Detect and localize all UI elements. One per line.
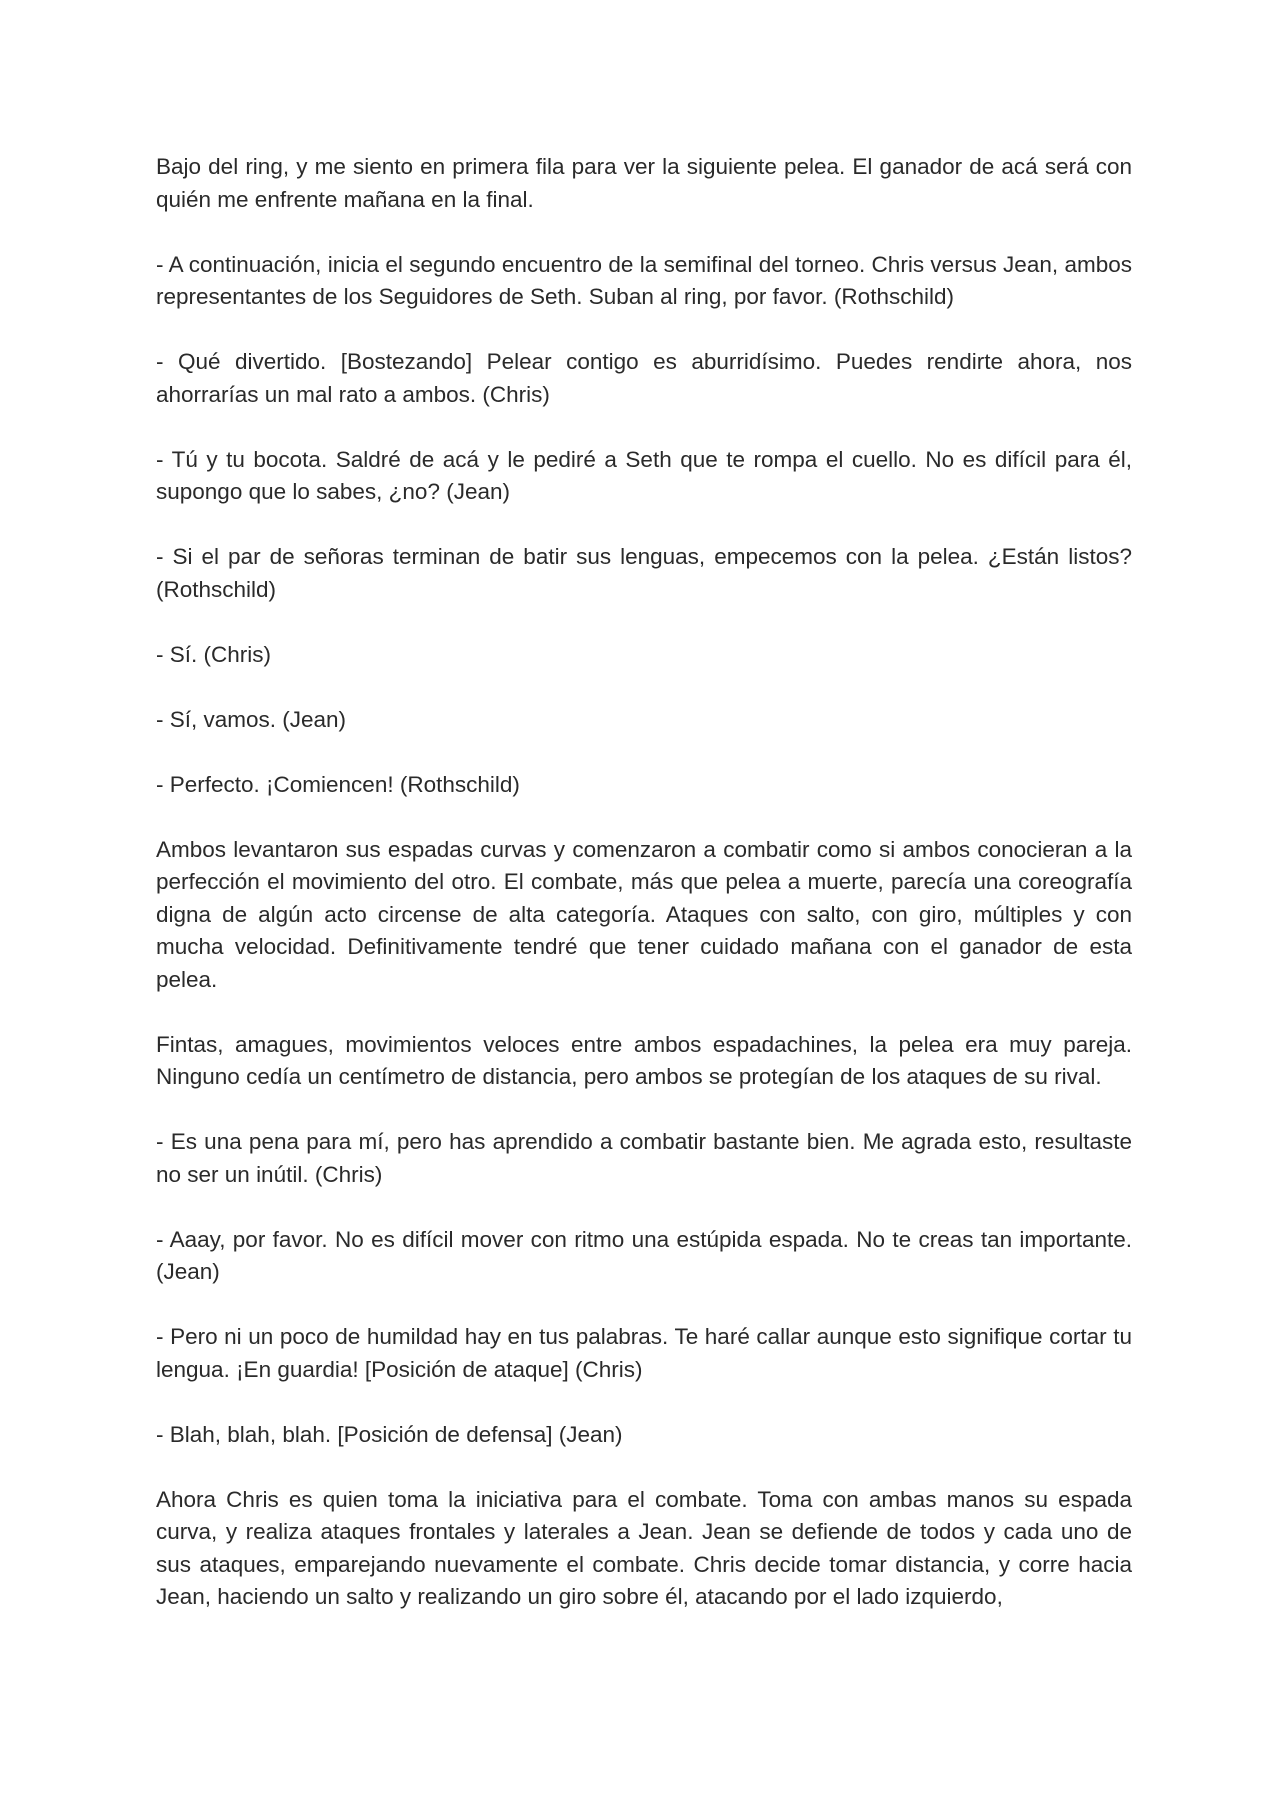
paragraph-narration-3: Fintas, amagues, movimientos veloces entre ambos espadachines, la pelea era muy pareja. Ninguno cedía un centímetro de distancia, pero ambos se protegían de los ataques de su rival. [156, 1031, 1132, 1089]
paragraph-dialogue-jean-2: - Sí, vamos. (Jean) [156, 706, 347, 732]
paragraph-dialogue-jean-4: - Blah, blah, blah. [Posición de defensa] (Jean) [156, 1421, 623, 1447]
paragraph-dialogue-jean-3: - Aaay, por favor. No es difícil mover con ritmo una estúpida espada. No te creas tan importante. (Jean) [156, 1226, 1132, 1284]
paragraph-narration-1: Bajo del ring, y me siento en primera fila para ver la siguiente pelea. El ganador de acá será con quién me enfrente mañana en la final. [156, 154, 1132, 212]
document-page [156, 151, 1132, 1614]
paragraph-narration-2: Ambos levantaron sus espadas curvas y comenzaron a combatir como si ambos conocieran a la perfección el movimiento del otro. El combate, más que pelea a muerte, parecía una coreografía digna de algún acto circense de alta categoría. Ataques con salto, con giro, múltiples y con mucha velocidad. Definitivamente tendré que tener cuidado mañana con el ganador de esta pelea. [156, 836, 1132, 992]
paragraph-dialogue-chris-2: - Sí. (Chris) [156, 641, 271, 667]
paragraph-dialogue-chris-1: - Qué divertido. [Bostezando] Pelear contigo es aburridísimo. Puedes rendirte ahora, nos ahorrarías un mal rato a ambos. (Chris) [156, 349, 1132, 407]
paragraph-dialogue-chris-3: - Es una pena para mí, pero has aprendido a combatir bastante bien. Me agrada esto, resultaste no ser un inútil. (Chris) [156, 1129, 1132, 1187]
paragraph-dialogue-chris-4: - Pero ni un poco de humildad hay en tus palabras. Te haré callar aunque esto signifique cortar tu lengua. ¡En guardia! [Posición de ataque] (Chris) [156, 1324, 1132, 1382]
paragraph-narration-4: Ahora Chris es quien toma la iniciativa para el combate. Toma con ambas manos su espada curva, y realiza ataques frontales y laterales a Jean. Jean se defiende de todos y cada uno de sus ataques, emparejando nuevamente el combate. Chris decide tomar distancia, y corre hacia Jean, haciendo un salto y realizando un giro sobre él, atacando por el lado izquierdo, [156, 1486, 1132, 1609]
paragraph-dialogue-rothschild-2: - Si el par de señoras terminan de batir sus lenguas, empecemos con la pelea. ¿Están listos? (Rothschild) [156, 544, 1132, 602]
paragraph-dialogue-jean-1: - Tú y tu bocota. Saldré de acá y le pediré a Seth que te rompa el cuello. No es difícil para él, supongo que lo sabes, ¿no? (Jean) [156, 446, 1132, 504]
paragraph-dialogue-rothschild-1: - A continuación, inicia el segundo encuentro de la semifinal del torneo. Chris versus Jean, ambos representantes de los Seguidores de Seth. Suban al ring, por favor. (Rothschild) [156, 251, 1132, 309]
paragraph-dialogue-rothschild-3: - Perfecto. ¡Comiencen! (Rothschild) [156, 771, 520, 797]
